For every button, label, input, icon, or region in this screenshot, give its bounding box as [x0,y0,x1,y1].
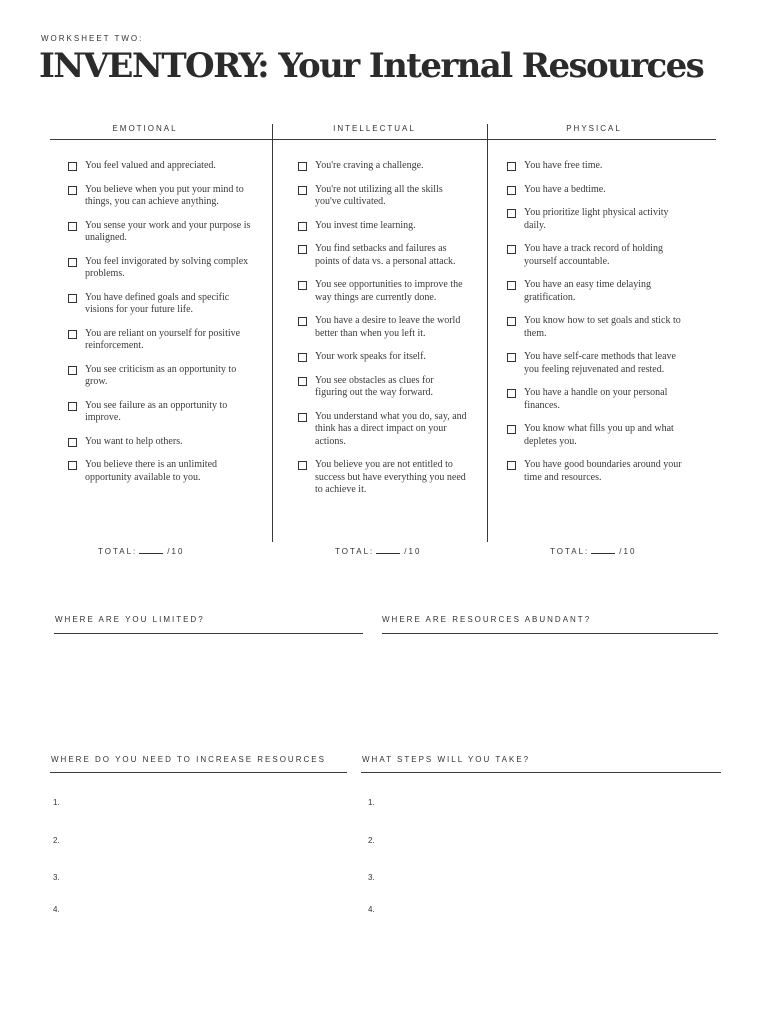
checklist-item: You have a handle on your personal finances. [507,387,687,412]
emotional-checklist [68,160,253,495]
checkbox[interactable] [68,402,77,411]
checklist-item: You're craving a challenge. [298,160,468,173]
checklist-item: You are reliant on yourself for positive reinforcement. [68,328,253,353]
checklist-item: You believe you are not entitled to success but have everything you need to achieve it. [298,459,468,497]
checkbox[interactable] [507,389,516,398]
checklist-item: You have good boundaries around your time and resources. [507,459,687,484]
list-number: 4. [368,905,375,914]
worksheet-label: WORKSHEET TWO: [41,34,144,43]
answer-line [50,772,347,773]
checkbox[interactable] [298,317,307,326]
checkbox[interactable] [68,438,77,447]
prompt-steps: WHAT STEPS WILL YOU TAKE? [362,755,531,764]
list-number: 1. [368,798,375,807]
checkbox[interactable] [298,461,307,470]
checkbox[interactable] [68,186,77,195]
checklist-item: You believe when you put your mind to things, you can achieve anything. [68,184,253,209]
checklist-item: You have self-care methods that leave you feeling rejuvenated and rested. [507,351,687,376]
checkbox[interactable] [298,413,307,422]
checkbox[interactable] [68,366,77,375]
list-number: 1. [53,798,60,807]
physical-checklist [507,160,687,495]
checklist-item: You see opportunities to improve the way things are currently done. [298,279,468,304]
checkbox[interactable] [68,162,77,171]
total-blank[interactable] [376,545,400,554]
answer-line [361,772,721,773]
checklist-item: You have a desire to leave the world better than when you left it. [298,315,468,340]
checkbox[interactable] [68,294,77,303]
column-heading-intellectual: INTELLECTUAL [333,124,416,133]
checkbox[interactable] [507,245,516,254]
checklist-item: You feel invigorated by solving complex problems. [68,256,253,281]
prompt-abundant: WHERE ARE RESOURCES ABUNDANT? [382,615,592,624]
checklist-item: You know how to set goals and stick to them. [507,315,687,340]
header-divider [50,139,716,140]
checklist-item: You know what fills you up and what depletes you. [507,423,687,448]
checklist-item: You feel valued and appreciated. [68,160,253,173]
answer-line [54,633,363,634]
intellectual-checklist [298,160,468,508]
checklist-item: You prioritize light physical activity daily. [507,207,687,232]
checklist-item: You see obstacles as clues for figuring out the way forward. [298,375,468,400]
prompt-limited: WHERE ARE YOU LIMITED? [55,615,205,624]
checklist-item: You want to help others. [68,436,253,449]
checklist-item: You see failure as an opportunity to improve. [68,400,253,425]
checkbox[interactable] [298,377,307,386]
checklist-item: You have a bedtime. [507,184,687,197]
total-emotional: TOTAL: /10 [98,547,185,556]
checkbox[interactable] [68,461,77,470]
checklist-item: You sense your work and your purpose is unaligned. [68,220,253,245]
checklist-item: You have an easy time delaying gratification. [507,279,687,304]
checkbox[interactable] [68,258,77,267]
checkbox[interactable] [298,245,307,254]
column-heading-emotional: EMOTIONAL [112,124,178,133]
answer-line [382,633,718,634]
checkbox[interactable] [298,353,307,362]
checklist-item: You have free time. [507,160,687,173]
checkbox[interactable] [507,209,516,218]
total-intellectual: TOTAL: /10 [335,547,422,556]
checklist-item: You believe there is an unlimited opportunity available to you. [68,459,253,484]
column-divider [487,124,488,542]
total-physical: TOTAL: /10 [550,547,637,556]
checkbox[interactable] [507,186,516,195]
checklist-item: You have defined goals and specific visions for your future life. [68,292,253,317]
column-divider [272,124,273,542]
checkbox[interactable] [507,162,516,171]
checkbox[interactable] [298,281,307,290]
prompt-increase: WHERE DO YOU NEED TO INCREASE RESOURCES [51,755,326,764]
page-title: INVENTORY: Your Internal Resources [39,46,704,86]
list-number: 2. [53,836,60,845]
list-number: 3. [368,873,375,882]
list-number: 3. [53,873,60,882]
checklist-item: You have a track record of holding yourself accountable. [507,243,687,268]
checkbox[interactable] [507,353,516,362]
checkbox[interactable] [507,317,516,326]
checklist-item: You understand what you do, say, and think has a direct impact on your actions. [298,411,468,449]
checklist-item: You invest time learning. [298,220,468,233]
checkbox[interactable] [68,330,77,339]
checkbox[interactable] [68,222,77,231]
checkbox[interactable] [507,281,516,290]
checklist-item: You find setbacks and failures as points of data vs. a personal attack. [298,243,468,268]
list-number: 4. [53,905,60,914]
column-heading-physical: PHYSICAL [566,124,622,133]
total-blank[interactable] [591,545,615,554]
list-number: 2. [368,836,375,845]
checkbox[interactable] [507,461,516,470]
checkbox[interactable] [507,425,516,434]
total-blank[interactable] [139,545,163,554]
checklist-item: You're not utilizing all the skills you've cultivated. [298,184,468,209]
checkbox[interactable] [298,186,307,195]
checklist-item: Your work speaks for itself. [298,351,468,364]
checkbox[interactable] [298,162,307,171]
checkbox[interactable] [298,222,307,231]
checklist-item: You see criticism as an opportunity to grow. [68,364,253,389]
